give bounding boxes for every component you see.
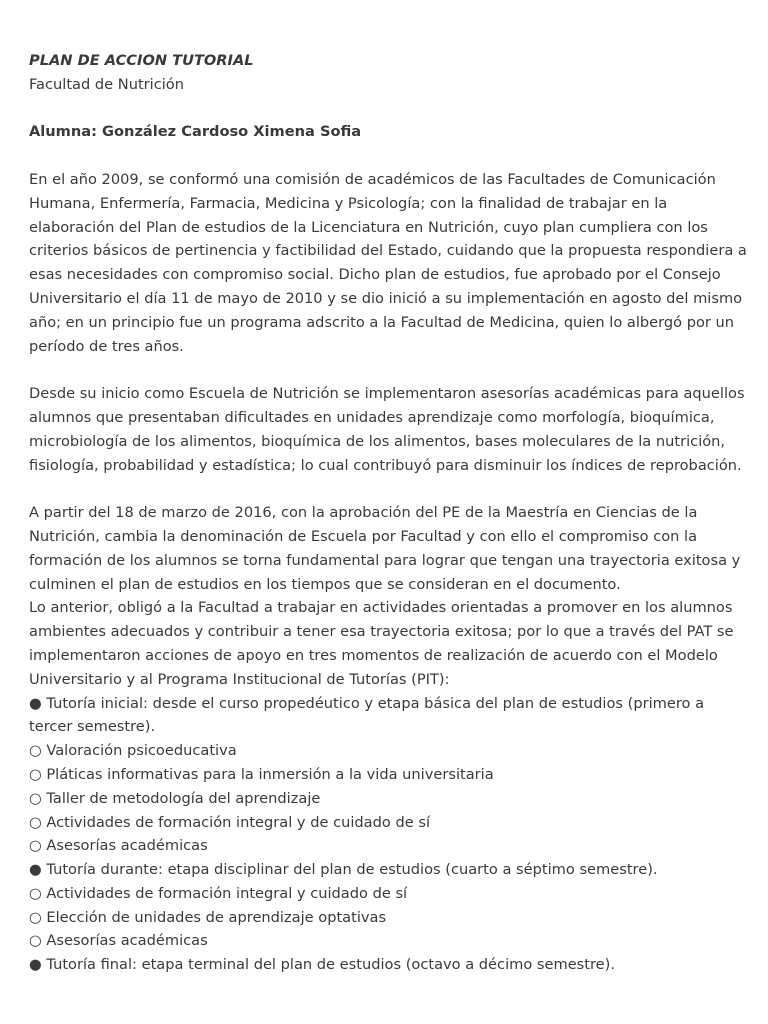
- faculty-name: Facultad de Nutrición: [29, 75, 184, 93]
- tutoring-list: [29, 692, 748, 978]
- student-name: Alumna: González Cardoso Ximena Sofia: [29, 123, 362, 141]
- list-item: ○ Actividades de formación integral y de cuidado de sí: [29, 813, 430, 831]
- spacer: [29, 358, 748, 382]
- list-item: ○ Taller de metodología del aprendizaje: [29, 789, 321, 807]
- list-item: ● Tutoría final: etapa terminal del plan de estudios (octavo a décimo semestre).: [29, 956, 615, 974]
- list-item: ○ Asesorías académicas: [29, 837, 208, 855]
- paragraph-faculty-change: A partir del 18 de marzo de 2016, con la aprobación del PE de la Maestría en Ciencias de la Nutrición, cambia la denominación de Escuela por Facultad y con ello el compromiso con la formación de los alumnos se torna fundamental para lograr que tengan una trayectoria exitosa y culminen el plan de estudios en los tiempos que se consideran en el documento.: [29, 504, 741, 593]
- paragraph-pat: Lo anterior, obligó a la Facultad a trabajar en actividades orientadas a promover en los alumnos ambientes adecuados y contribuir a tener esa trayectoria exitosa; por lo que a través del PAT se implementaron acciones de apoyo en tres momentos de realización de acuerdo con el Modelo Universitario y al Programa Institucional de Tutorías (PIT):: [29, 599, 734, 688]
- list-item: ○ Asesorías académicas: [29, 932, 208, 950]
- paragraph-history: En el año 2009, se conformó una comisión de académicos de las Facultades de Comunicación Humana, Enfermería, Farmacia, Medicina y Psicología; con la finalidad de trabajar en la elaboración del Plan de estudios de la Licenciatura en Nutrición, cuyo plan cumpliera con los criterios básicos de pertinencia y factibilidad del Estado, cuidando que la propuesta respondiera a esas necesidades con compromiso social. Dicho plan de estudios, fue aprobado por el Consejo Universitario el día 11 de mayo de 2010 y se dio inició a su implementación en agosto del mismo año; en un principio fue un programa adscrito a la Facultad de Medicina, quien lo albergó por un período de tres años.: [29, 170, 747, 355]
- list-item: ○ Valoración psicoeducativa: [29, 742, 237, 760]
- spacer: [29, 144, 748, 168]
- list-item: ○ Pláticas informativas para la inmersión a la vida universitaria: [29, 765, 494, 783]
- spacer: [29, 477, 748, 501]
- list-item: ○ Elección de unidades de aprendizaje optativas: [29, 908, 387, 926]
- spacer: [29, 97, 748, 121]
- list-item: ○ Actividades de formación integral y cuidado de sí: [29, 884, 408, 902]
- paragraph-advising: Desde su inicio como Escuela de Nutrición se implementaron asesorías académicas para aquellos alumnos que presentaban dificultades en unidades aprendizaje como morfología, bioquímica, microbiología de los alimentos, bioquímica de los alimentos, bases moleculares de la nutrición, fisiología, probabilidad y estadística; lo cual contribuyó para disminuir los índices de reprobación.: [29, 385, 745, 474]
- list-item: ● Tutoría durante: etapa disciplinar del plan de estudios (cuarto a séptimo semestre).: [29, 861, 658, 879]
- list-item: ● Tutoría inicial: desde el curso propedéutico y etapa básica del plan de estudios (primero a tercer semestre).: [29, 694, 705, 736]
- document-title: PLAN DE ACCION TUTORIAL: [29, 52, 254, 69]
